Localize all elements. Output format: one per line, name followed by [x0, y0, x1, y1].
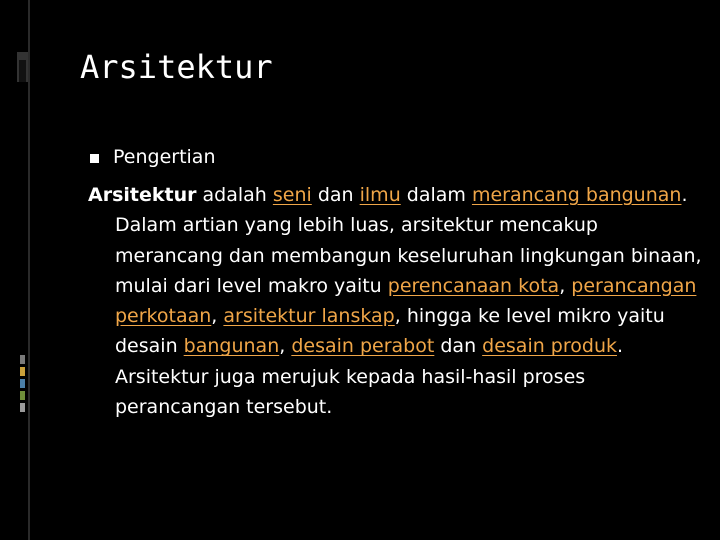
paragraph-text: dalam — [400, 184, 472, 206]
accent-swatch — [20, 355, 25, 364]
hyperlink[interactable]: seni — [272, 184, 312, 206]
bullet-item — [90, 146, 216, 168]
left-border-line — [28, 0, 30, 540]
bullet-label: Pengertian — [113, 146, 216, 168]
hyperlink[interactable]: desain produk — [482, 335, 617, 358]
paragraph-text: dan — [434, 335, 483, 358]
hyperlink[interactable]: perancangan perkotaan — [115, 274, 697, 328]
paragraph-text: , — [559, 274, 572, 297]
accent-swatch — [20, 391, 25, 400]
slide-title: Arsitektur — [80, 48, 273, 86]
definition-paragraph — [88, 180, 707, 422]
accent-swatch — [20, 403, 25, 412]
hyperlink[interactable]: perencanaan kota — [387, 274, 560, 297]
paragraph-text: . Dalam artian yang lebih luas, arsitektur mencakup merancang dan membangun keseluruhan lingkungan binaan, mulai dari level makro yaitu — [115, 184, 702, 297]
hyperlink[interactable]: ilmu — [359, 184, 401, 206]
hyperlink[interactable]: arsitektur lanskap — [223, 305, 395, 328]
paragraph-text: , — [211, 305, 224, 328]
paragraph-text: dan — [311, 184, 360, 206]
lead-term: Arsitektur — [88, 184, 197, 206]
paragraph-text: . Arsitektur juga merujuk kepada hasil-hasil proses perancangan tersebut. — [115, 335, 624, 419]
square-bullet-icon — [90, 154, 99, 163]
color-accent-stack — [20, 355, 25, 415]
hyperlink[interactable]: bangunan — [183, 335, 280, 358]
accent-swatch — [20, 379, 25, 388]
paragraph-text: , hingga ke level mikro yaitu desain — [115, 305, 665, 358]
accent-swatch — [20, 367, 25, 376]
title-marker-inner — [19, 60, 26, 82]
hyperlink[interactable]: desain perabot — [291, 335, 435, 358]
hyperlink[interactable]: merancang bangunan — [471, 184, 682, 206]
paragraph-text: , — [279, 335, 292, 358]
paragraph-text: adalah — [196, 184, 273, 206]
